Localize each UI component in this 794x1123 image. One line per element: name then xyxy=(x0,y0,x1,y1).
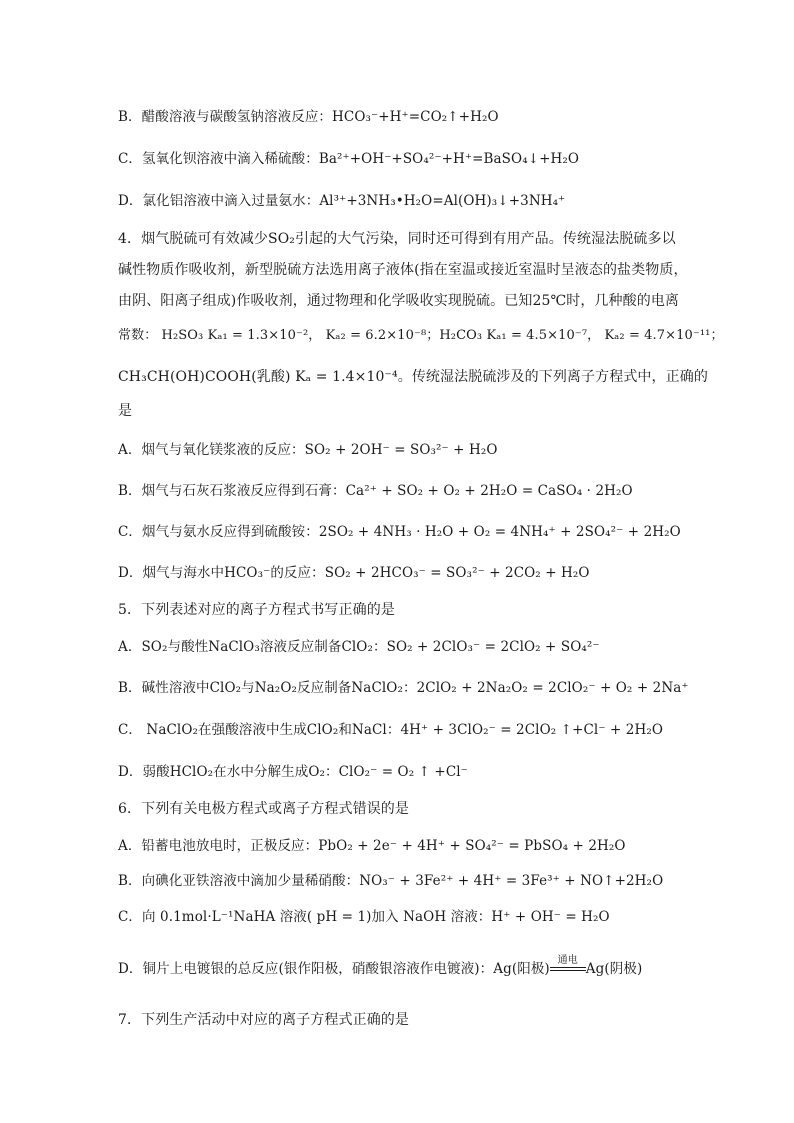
question-4-line-4: 常数： H₂SO₃ Kₐ₁ = 1.3×10⁻²， Kₐ₂ = 6.2×10⁻⁸；H₂CO₃ Kₐ₁ = 4.5×10⁻⁷， Kₐ₂ = 4.7×10⁻¹¹； xyxy=(118,328,724,343)
question-6-stem: 6．下列有关电极方程式或离子方程式错误的是 xyxy=(118,801,410,817)
option-6b: B．向碘化亚铁溶液中滴加少量稀硝酸：NO₃⁻ + 3Fe²⁺ + 4H⁺ = 3Fe³⁺ + NO↑+2H₂O xyxy=(118,873,664,889)
option-3b: B．醋酸溶液与碳酸氢钠溶液反应：HCO₃⁻+H⁺=CO₂↑+H₂O xyxy=(118,109,499,125)
option-3c: C．氢氧化钡溶液中滴入稀硫酸：Ba²⁺+OH⁻+SO₄²⁻+H⁺=BaSO₄↓+H₂O xyxy=(118,151,580,167)
option-5a: A．SO₂与酸性NaClO₃溶液反应制备ClO₂：SO₂ + 2ClO₃⁻ = 2ClO₂ + SO₄²⁻ xyxy=(118,639,600,655)
option-5d: D．弱酸HClO₂在水中分解生成O₂：ClO₂⁻ = O₂ ↑ +Cl⁻ xyxy=(118,764,468,780)
option-6c: C．向 0.1mol·L⁻¹NaHA 溶液( pH = 1)加入 NaOH 溶液：H⁺ + OH⁻ = H₂O xyxy=(118,909,610,925)
option-6d-text: D．铜片上电镀银的总反应(银作阳极，硝酸银溶液作电镀液)：Ag(阳极) xyxy=(118,961,550,977)
electrolysis-label: 通电 xyxy=(557,955,578,966)
option-4c: C．烟气与氨水反应得到硫酸铵：2SO₂ + 4NH₃ · H₂O + O₂ = 4NH₄⁺ + 2SO₄²⁻ + 2H₂O xyxy=(118,524,681,540)
option-5b: B．碱性溶液中ClO₂与Na₂O₂反应制备NaClO₂：2ClO₂ + 2Na₂O₂ = 2ClO₂⁻ + O₂ + 2Na⁺ xyxy=(118,680,689,696)
option-3d: D．氯化铝溶液中滴入过量氨水：Al³⁺+3NH₃•H₂O=Al(OH)₃↓+3NH₄⁺ xyxy=(118,193,566,209)
question-4-line-1: 4．烟气脱硫可有效减少SO₂引起的大气污染，同时还可得到有用产品。传统湿法脱硫多以 xyxy=(118,231,676,247)
option-6d-product: Ag(阴极) xyxy=(585,961,643,977)
equals-bar xyxy=(550,967,586,971)
option-4b: B．烟气与石灰石浆液反应得到石膏：Ca²⁺ + SO₂ + O₂ + 2H₂O = CaSO₄ · 2H₂O xyxy=(118,483,633,499)
question-4-line-2: 碱性物质作吸收剂，新型脱硫方法选用离子液体(指在室温或接近室温时呈液态的盐类物质， xyxy=(118,262,688,278)
question-4-line-3: 由阴、阳离子组成)作吸收剂，通过物理和化学吸收实现脱硫。已知25℃时，几种酸的电离 xyxy=(118,293,680,309)
question-5-stem: 5．下列表述对应的离子方程式书写正确的是 xyxy=(118,602,395,618)
question-4-line-5: CH₃CH(OH)COOH(乳酸) Kₐ = 1.4×10⁻⁴。传统湿法脱硫涉及的下列离子方程式中，正确的 xyxy=(118,369,708,385)
electrolysis-arrow xyxy=(550,956,586,971)
option-4d: D．烟气与海水中HCO₃⁻的反应：SO₂ + 2HCO₃⁻ = SO₃²⁻ + 2CO₂ + H₂O xyxy=(118,565,590,581)
option-5c: C． NaClO₂在强酸溶液中生成ClO₂和NaCl：4H⁺ + 3ClO₂⁻ = 2ClO₂ ↑+Cl⁻ + 2H₂O xyxy=(118,722,663,738)
question-4-line-6: 是 xyxy=(118,403,133,419)
question-7-stem: 7．下列生产活动中对应的离子方程式正确的是 xyxy=(118,1012,410,1028)
option-6a: A．铅蓄电池放电时，正极反应：PbO₂ + 2e⁻ + 4H⁺ + SO₄²⁻ = PbSO₄ + 2H₂O xyxy=(118,838,626,854)
option-4a: A．烟气与氧化镁浆液的反应：SO₂ + 2OH⁻ = SO₃²⁻ + H₂O xyxy=(118,442,498,458)
option-6d xyxy=(118,955,718,979)
